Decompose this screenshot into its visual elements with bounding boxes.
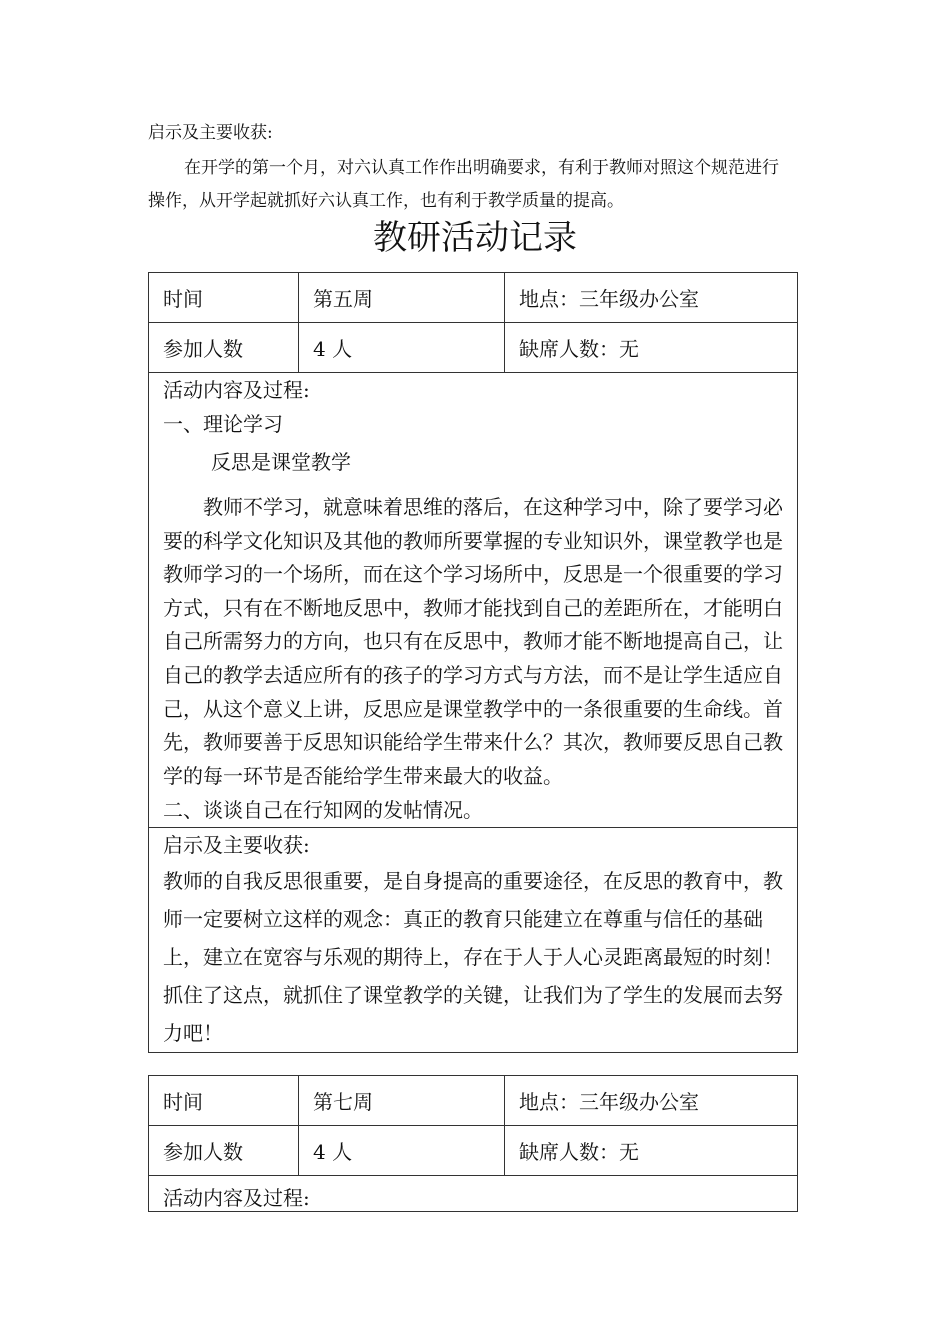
time-value: 第七周 xyxy=(299,1076,505,1126)
gains-label: 启示及主要收获: xyxy=(163,833,310,858)
time-value: 第五周 xyxy=(299,273,505,323)
table-row xyxy=(149,373,798,828)
table-row xyxy=(149,828,798,1053)
section-heading: 一、理论学习 xyxy=(163,412,283,436)
absent-cell: 缺席人数：无 xyxy=(505,1126,798,1176)
activity-content-cell xyxy=(149,373,798,828)
time-label: 时间 xyxy=(149,1076,299,1126)
section-heading: 二、谈谈自己在行知网的发帖情况。 xyxy=(163,798,483,823)
intro-paragraph: 在开学的第一个月，对六认真工作作出明确要求，有利于教师对照这个规范进行操作，从开学起就抓好六认真工作，也有利于教学质量的提高。 xyxy=(148,158,779,211)
content-label: 活动内容及过程: xyxy=(163,1186,310,1210)
table-row xyxy=(149,323,798,373)
attendees-value: 4 人 xyxy=(299,323,505,373)
attendees-value: 4 人 xyxy=(299,1126,505,1176)
record-table-week7 xyxy=(148,1075,798,1212)
location-cell: 地点：三年级办公室 xyxy=(505,273,798,323)
time-label: 时间 xyxy=(149,273,299,323)
record-table-week5 xyxy=(148,272,798,1053)
gains-cell xyxy=(149,828,798,1053)
table-row xyxy=(149,273,798,323)
table-row xyxy=(149,1176,798,1212)
article-body: 教师不学习，就意味着思维的落后，在这种学习中，除了要学习必要的科学文化知识及其他的教师所要掌握的专业知识外，课堂教学也是教师学习的一个场所，而在这个学习场所中，反思是一个很重要的学习方式，只有在不断地反思中，教师才能找到自己的差距所在，才能明白自己所需努力的方向，也只有在反思中，教师才能不断地提高自己，让自己的教学去适应所有的孩子的学习方式与方法，而不是让学生适应自己，从这个意义上讲，反思应是课堂教学中的一条很重要的生命线。首先，教师要善于反思知识能给学生带来什么？其次，教师要反思自己教学的每一环节是否能给学生带来最大的收益。 xyxy=(163,495,783,788)
table-row xyxy=(149,1126,798,1176)
absent-cell: 缺席人数：无 xyxy=(505,323,798,373)
attendees-label: 参加人数 xyxy=(149,1126,299,1176)
content-label: 活动内容及过程: xyxy=(163,378,310,402)
location-cell: 地点：三年级办公室 xyxy=(505,1076,798,1126)
article-title: 反思是课堂教学 xyxy=(211,450,351,474)
gains-body: 教师的自我反思很重要，是自身提高的重要途径，在反思的教育中，教师一定要树立这样的观念：真正的教育只能建立在尊重与信任的基础上，建立在宽容与乐观的期待上，存在于人于人心灵距离最短的时刻！抓住了这点，就抓住了课堂教学的关键，让我们为了学生的发展而去努力吧！ xyxy=(163,869,783,1046)
table-row xyxy=(149,1076,798,1126)
page-title: 教研活动记录 xyxy=(373,218,577,258)
activity-content-cell xyxy=(149,1176,798,1212)
intro-heading: 启示及主要收获: xyxy=(148,123,273,143)
attendees-label: 参加人数 xyxy=(149,323,299,373)
